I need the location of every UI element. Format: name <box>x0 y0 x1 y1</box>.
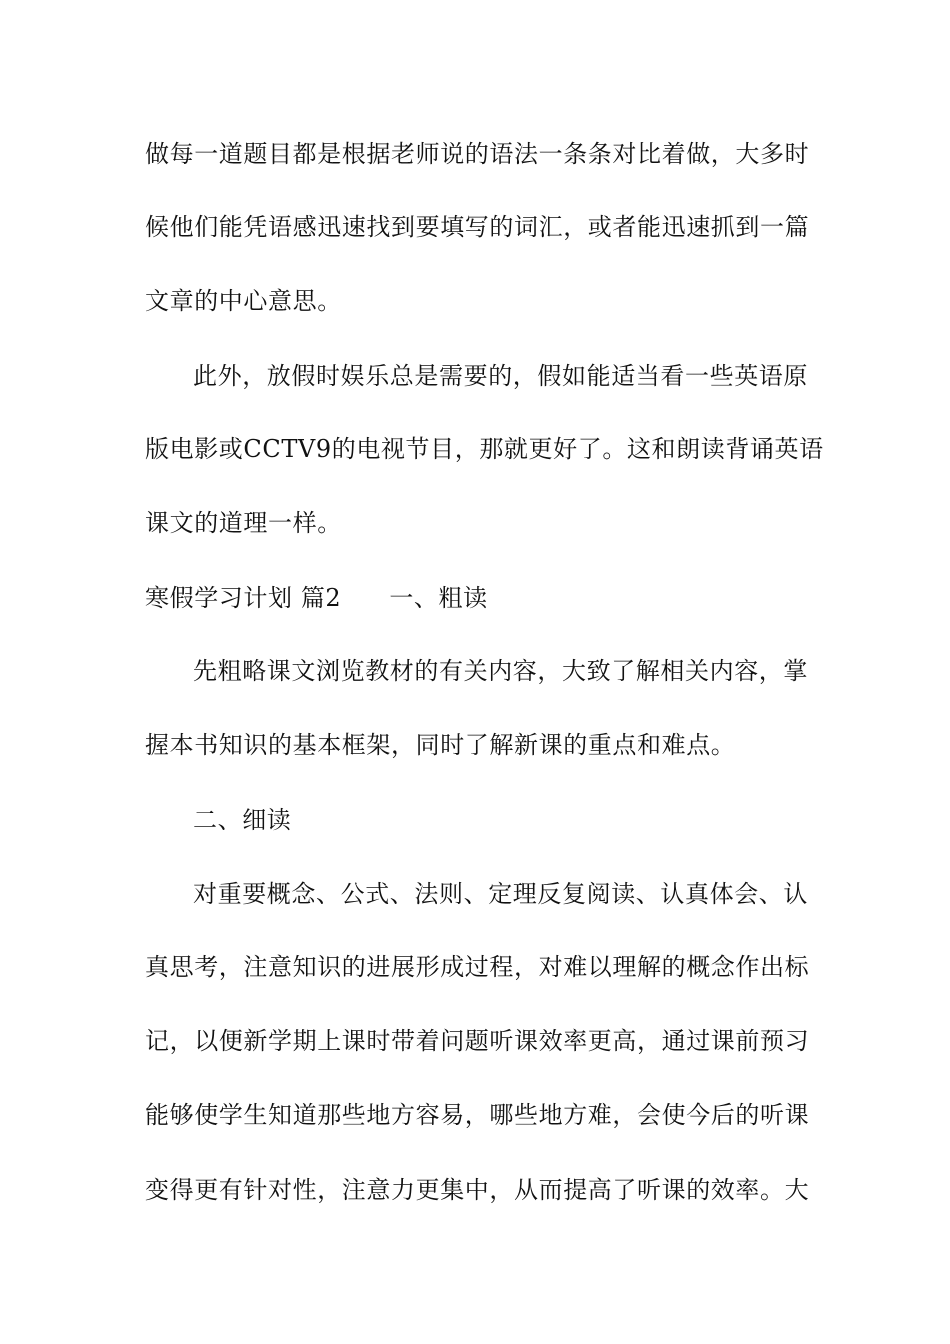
paragraph-line: 记，以便新学期上课时带着问题听课效率更高，通过课前预习 <box>145 1027 810 1055</box>
paragraph-line: 变得更有针对性，注意力更集中，从而提高了听课的效率。大 <box>145 1176 810 1204</box>
paragraph-line: 先粗略课文浏览教材的有关内容，大致了解相关内容，掌 <box>193 657 808 685</box>
paragraph-line: 文章的中心意思。 <box>145 287 342 315</box>
subheading-rough-reading: 一、粗读 <box>389 584 488 612</box>
paragraph-line: 握本书知识的基本框架，同时了解新课的重点和难点。 <box>145 731 736 759</box>
paragraph-line: 版电影或CCTV9的电视节目，那就更好了。这和朗读背诵英语 <box>145 435 824 463</box>
subheading-detailed-reading: 二、细读 <box>193 806 292 834</box>
paragraph-line: 课文的道理一样。 <box>145 509 342 537</box>
paragraph-line: 做每一道题目都是根据老师说的语法一条条对比着做，大多时 <box>145 140 810 168</box>
paragraph-line: 对重要概念、公式、法则、定理反复阅读、认真体会、认 <box>193 880 808 908</box>
paragraph-line: 此外，放假时娱乐总是需要的，假如能适当看一些英语原 <box>193 362 808 390</box>
section-heading: 寒假学习计划 篇2 <box>145 584 342 612</box>
paragraph-line: 真思考，注意知识的进展形成过程，对难以理解的概念作出标 <box>145 953 810 981</box>
paragraph-line: 能够使学生知道那些地方容易，哪些地方难，会使今后的听课 <box>145 1101 810 1129</box>
paragraph-line: 候他们能凭语感迅速找到要填写的词汇，或者能迅速抓到一篇 <box>145 213 810 241</box>
section-heading-line <box>145 583 810 613</box>
